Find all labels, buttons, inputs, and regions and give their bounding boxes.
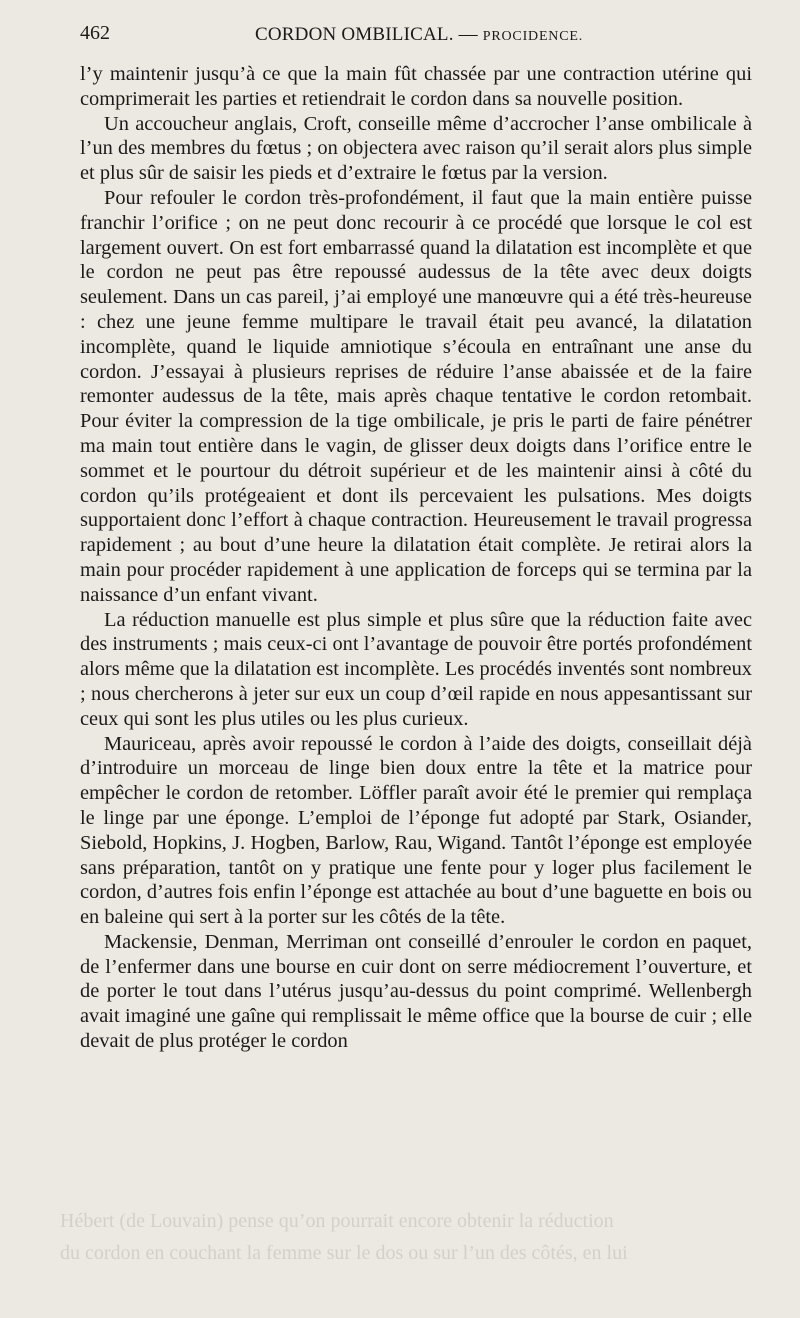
paragraph-mackensie: Mackensie, Denman, Merriman ont conseillé d’enrouler le cordon en paquet, de l’enfermer dans une bourse en cuir dont on serre médiocrement l’ouverture, et de porter le tout dans l’utérus jusqu’au-dessus du point comprimé. Wellenbergh avait imaginé une gaîne qui remplissait le même office que la bourse de cuir ; elle devait de plus protéger le cordon	[80, 930, 752, 1053]
bleed-through-line: Hébert (de Louvain) pense qu’on pourrait encore obtenir la réduction	[60, 1210, 614, 1232]
running-title	[255, 24, 583, 46]
paragraph-mauriceau: Mauriceau, après avoir repoussé le cordon à l’aide des doigts, conseillait déjà d’introduire un morceau de linge bien doux entre la tête et la matrice pour empêcher le cordon de retomber. Löffler paraît avoir été le premier qui remplaça le linge par une éponge. L’emploi de l’éponge fut adopté par Stark, Osiander, Siebold, Hopkins, J. Hogben, Barlow, Rau, Wigand. Tantôt l’éponge est employée sans préparation, tantôt on y pratique une fente pour y loger plus facilement le cordon, d’autres fois enfin l’éponge est attachée au bout d’une baguette en bois ou en baleine qui sert à la porter sur les côtés de la tête.	[80, 732, 752, 929]
bleed-through-text	[60, 1205, 760, 1269]
paragraph-reduction: La réduction manuelle est plus simple et plus sûre que la réduction faite avec des instruments ; mais ceux-ci ont l’avantage de pouvoir être portés profondément alors même que la dilatation est incomplète. Les procédés inventés sont nombreux ; nous chercherons à jeter sur eux un coup d’œil rapide en nous appesantissant sur ceux qui sont les plus utiles ou les plus curieux.	[80, 608, 752, 730]
body-text	[80, 62, 752, 1054]
title-dash: —	[458, 24, 478, 45]
bleed-through-line: du cordon en couchant la femme sur le dos ou sur l’un des côtés, en lui	[60, 1242, 628, 1264]
paragraph-continuation: l’y maintenir jusqu’à ce que la main fût chassée par une contraction utérine qui comprimerait les parties et retiendrait le cordon dans sa nouvelle position.	[80, 63, 752, 110]
paragraph-refouler: Pour refouler le cordon très-profondément, il faut que la main entière puisse franchir l’orifice ; on ne peut donc recourir à ce procédé que lorsque le col est largement ouvert. On est fort embarrassé quand la dilatation est incomplète et que le cordon ne peut pas être repoussé audessus de la tête avec deux doigts seulement. Dans un cas pareil, j’ai employé une manœuvre qui a été très-heureuse : chez une jeune femme multipare le travail était peu avancé, la dilatation incomplète, quand le liquide amniotique s’écoula en entraînant une anse du cordon. J’essayai à plusieurs reprises de réduire l’anse abaissée et de la faire remonter audessus de la tête, mais après chaque tentative le cordon retombait. Pour éviter la compression de la tige ombilicale, je pris le parti de faire pénétrer ma main tout entière dans le vagin, de glisser deux doigts dans l’orifice entre le sommet et le pourtour du détroit supérieur et de les maintenir ainsi à côté du cordon qu’ils protégeaient et dont ils percevaient les pulsations. Mes doigts supportaient donc l’effort à chaque contraction. Heureusement le travail progressa rapidement ; au bout d’une heure la dilatation était complète. Je retirai alors la main pour procéder rapidement à une application de forceps qui se termina par la naissance d’un enfant vivant.	[80, 186, 752, 606]
section-title: PROCIDENCE.	[482, 29, 583, 44]
running-header	[80, 22, 752, 54]
page-number: 462	[80, 22, 110, 44]
paragraph-croft: Un accoucheur anglais, Croft, conseille même d’accrocher l’anse ombilicale à l’un des membres du fœtus ; on objectera avec raison qu’il serait alors plus simple et plus sûr de saisir les pieds et d’extraire le fœtus par la version.	[80, 112, 752, 185]
chapter-title: CORDON OMBILICAL.	[255, 24, 454, 45]
